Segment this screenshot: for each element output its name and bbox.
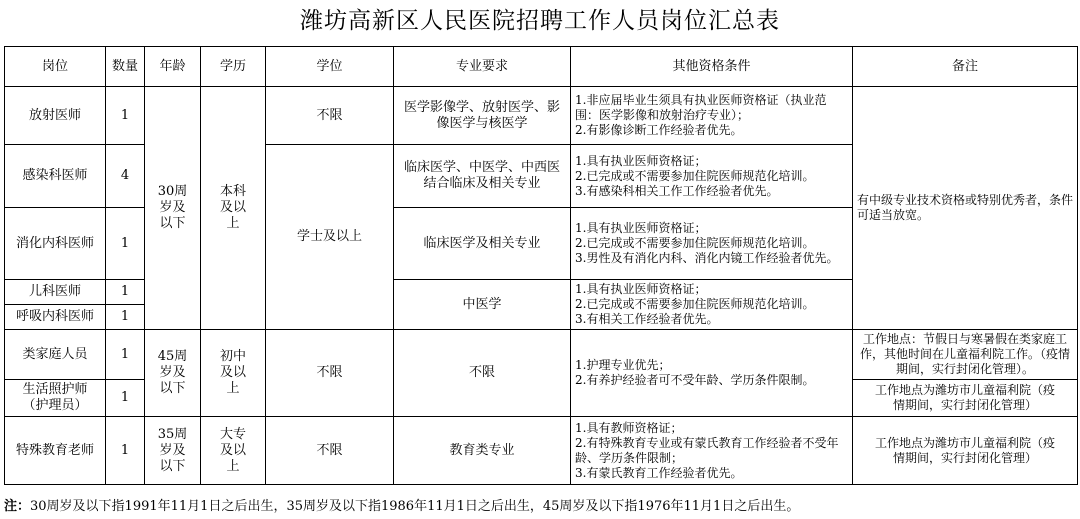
footnote: [4, 498, 799, 516]
positions-table: [4, 46, 1078, 485]
position-cell: 呼吸内科医师: [5, 305, 106, 330]
remark-cell: 工作地点：节假日与寒暑假在类家庭工作，其他时间在儿童福利院工作。（疫情期间，实行封闭化管理）。: [853, 330, 1078, 380]
header-position: 岗位: [5, 47, 106, 87]
other-conditions-cell: [571, 330, 853, 417]
degree-cell: 不限: [266, 417, 394, 485]
other-conditions-cell: [571, 145, 853, 208]
degree-cell: 不限: [266, 87, 394, 145]
count-cell: 1: [106, 87, 145, 145]
header-other: 其他资格条件: [571, 47, 853, 87]
table-row: [5, 87, 1078, 145]
position-cell: 生活照护师（护理员）: [5, 380, 106, 417]
condition-line: 3.有相关工作经验者优先。: [575, 312, 719, 326]
condition-line: 2.已完成或不需要参加住院医师规范化培训。: [575, 236, 815, 250]
table-row: [5, 417, 1078, 485]
count-cell: 1: [106, 380, 145, 417]
other-conditions-cell: [571, 280, 853, 330]
condition-line: 1.具有教师资格证；: [575, 420, 683, 435]
condition-line: 3.有感染科相关工作工作经验者优先。: [575, 183, 779, 198]
position-cell: 消化内科医师: [5, 208, 106, 280]
major-cell: 临床医学、中医学、中西医结合临床及相关专业: [394, 145, 571, 208]
degree-cell: 学士及以上: [266, 145, 394, 330]
position-cell: 儿科医师: [5, 280, 106, 305]
remark-cell: 工作地点为潍坊市儿童福利院（疫情期间，实行封闭化管理）: [853, 417, 1078, 485]
condition-line: 2.已完成或不需要参加住院医师规范化培训。: [575, 297, 815, 311]
age-cell: 35周岁及以下: [145, 417, 201, 485]
education-cell: 初中及以上: [201, 330, 266, 417]
condition-line: 1.非应届毕业生须具有执业医师资格证（执业范围：医学影像和放射治疗专业）；: [575, 93, 827, 122]
count-cell: 1: [106, 330, 145, 380]
footnote-text: 30周岁及以下指1991年11月1日之后出生，35周岁及以下指1986年11月1日之后出生，45周岁及以下指1976年11月1日之后出生。: [30, 499, 800, 514]
condition-line: 2.有特殊教育专业或有蒙氏教育工作经验者不受年龄、学历条件限制；: [575, 435, 839, 465]
major-cell: 教育类专业: [394, 417, 571, 485]
major-cell: 中医学: [394, 280, 571, 330]
page-title: 潍坊高新区人民医院招聘工作人员岗位汇总表: [300, 8, 780, 34]
count-cell: 4: [106, 145, 145, 208]
condition-line: 3.有蒙氏教育工作经验者优先。: [575, 465, 743, 480]
count-cell: 1: [106, 305, 145, 330]
education-cell: 本科及以上: [201, 87, 266, 330]
other-conditions-cell: [571, 87, 853, 145]
table-row: [5, 330, 1078, 380]
count-cell: 1: [106, 280, 145, 305]
other-conditions-cell: [571, 208, 853, 280]
other-conditions-cell: [571, 417, 853, 485]
position-cell: 感染科医师: [5, 145, 106, 208]
header-count: 数量: [106, 47, 145, 87]
position-cell: 放射医师: [5, 87, 106, 145]
table-header-row: [5, 47, 1078, 87]
age-cell: 30周岁及以下: [145, 87, 201, 330]
major-cell: 临床医学及相关专业: [394, 208, 571, 280]
condition-line: 3.男性及有消化内科、消化内镜工作经验者优先。: [575, 251, 839, 265]
condition-line: 2.已完成或不需要参加住院医师规范化培训。: [575, 168, 815, 183]
count-cell: 1: [106, 208, 145, 280]
condition-line: 2.有影像诊断工作经验者优先。: [575, 123, 743, 137]
header-remark: 备注: [853, 47, 1078, 87]
remark-cell: 工作地点为潍坊市儿童福利院（疫情期间，实行封闭化管理）: [853, 380, 1078, 417]
condition-line: 1.具有执业医师资格证；: [575, 221, 707, 235]
condition-line: 1.具有执业医师资格证；: [575, 153, 707, 168]
age-cell: 45周岁及以下: [145, 330, 201, 417]
header-degree: 学位: [266, 47, 394, 87]
condition-line: 1.护理专业优先；: [575, 358, 671, 372]
condition-line: 1.具有执业医师资格证；: [575, 282, 707, 296]
header-age: 年龄: [145, 47, 201, 87]
degree-cell: 不限: [266, 330, 394, 417]
position-cell: 特殊教育老师: [5, 417, 106, 485]
major-cell: 不限: [394, 330, 571, 417]
remark-cell: 有中级专业技术资格或特别优秀者，条件可适当放宽。: [853, 87, 1078, 330]
header-major: 专业要求: [394, 47, 571, 87]
major-cell: 医学影像学、放射医学、影像医学与核医学: [394, 87, 571, 145]
position-cell: 类家庭人员: [5, 330, 106, 380]
count-cell: 1: [106, 417, 145, 485]
condition-line: 2.有养护经验者可不受年龄、学历条件限制。: [575, 373, 815, 387]
header-education: 学历: [201, 47, 266, 87]
education-cell: 大专及以上: [201, 417, 266, 485]
footnote-label: 注：: [4, 499, 31, 514]
